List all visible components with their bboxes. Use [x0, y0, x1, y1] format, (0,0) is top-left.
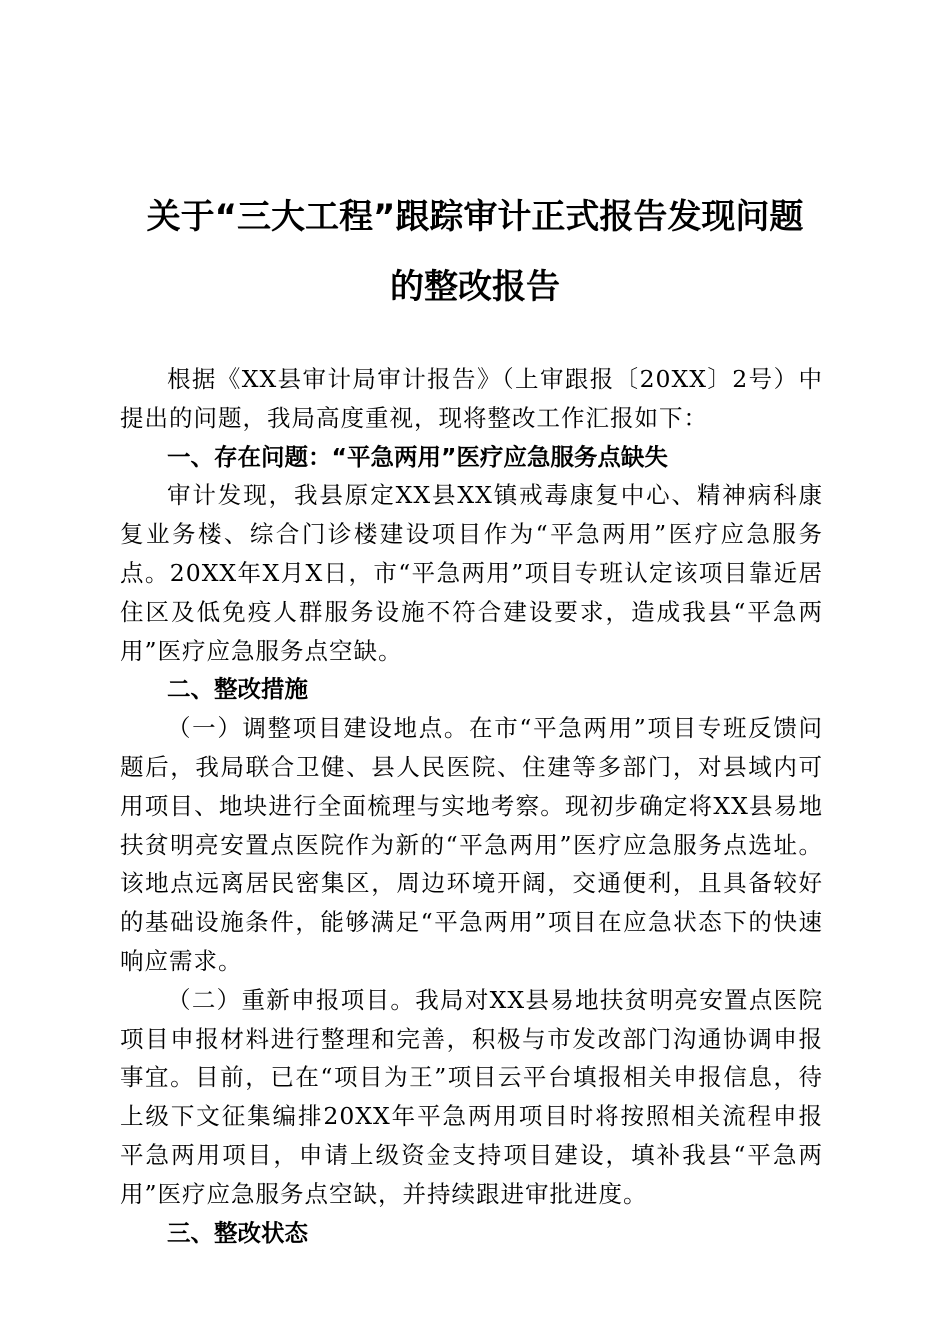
document-title-line-2: 的整改报告 [390, 267, 560, 307]
section-2-item-2: （二）重新申报项目。我局对XX县易地扶贫明亮安置点医院项目申报材料进行整理和完善，积极与市发改部门沟通协调申报事宜。目前，已在“项目为王”项目云平台填报相关申报信息，待上级下文征集编排20XX年平急两用项目时将按照相关流程申报平急两用项目，申请上级资金支持项目建设，填补我县“平急两用”医疗应急服务点空缺，并持续跟进审批进度。 [120, 985, 823, 1208]
document-title-line-1: 关于“三大工程”跟踪审计正式报告发现问题 [146, 197, 804, 237]
section-1-paragraph: 审计发现，我县原定XX县XX镇戒毒康复中心、精神病科康复业务楼、综合门诊楼建设项目作为“平急两用”医疗应急服务点。20XX年X月X日，市“平急两用”项目专班认定该项目靠近居住区及低免疫人群服务设施不符合建设要求，造成我县“平急两用”医疗应急服务点空缺。 [120, 481, 823, 665]
intro-paragraph: 根据《XX县审计局审计报告》（上审跟报〔20XX〕2号）中提出的问题，我局高度重视，现将整改工作汇报如下： [120, 365, 823, 432]
section-3-heading: 三、整改状态 [167, 1218, 308, 1247]
section-2-item-1: （一）调整项目建设地点。在市“平急两用”项目专班反馈问题后，我局联合卫健、县人民医院、住建等多部门，对县域内可用项目、地块进行全面梳理与实地考察。现初步确定将XX县易地扶贫明亮安置点医院作为新的“平急两用”医疗应急服务点选址。该地点远离居民密集区，周边环境开阔，交通便利，且具备较好的基础设施条件，能够满足“平急两用”项目在应急状态下的快速响应需求。 [120, 714, 823, 975]
section-1-heading: 一、存在问题：“平急两用”医疗应急服务点缺失 [167, 442, 668, 471]
section-2-heading: 二、整改措施 [167, 675, 308, 704]
document-body [120, 360, 823, 1252]
